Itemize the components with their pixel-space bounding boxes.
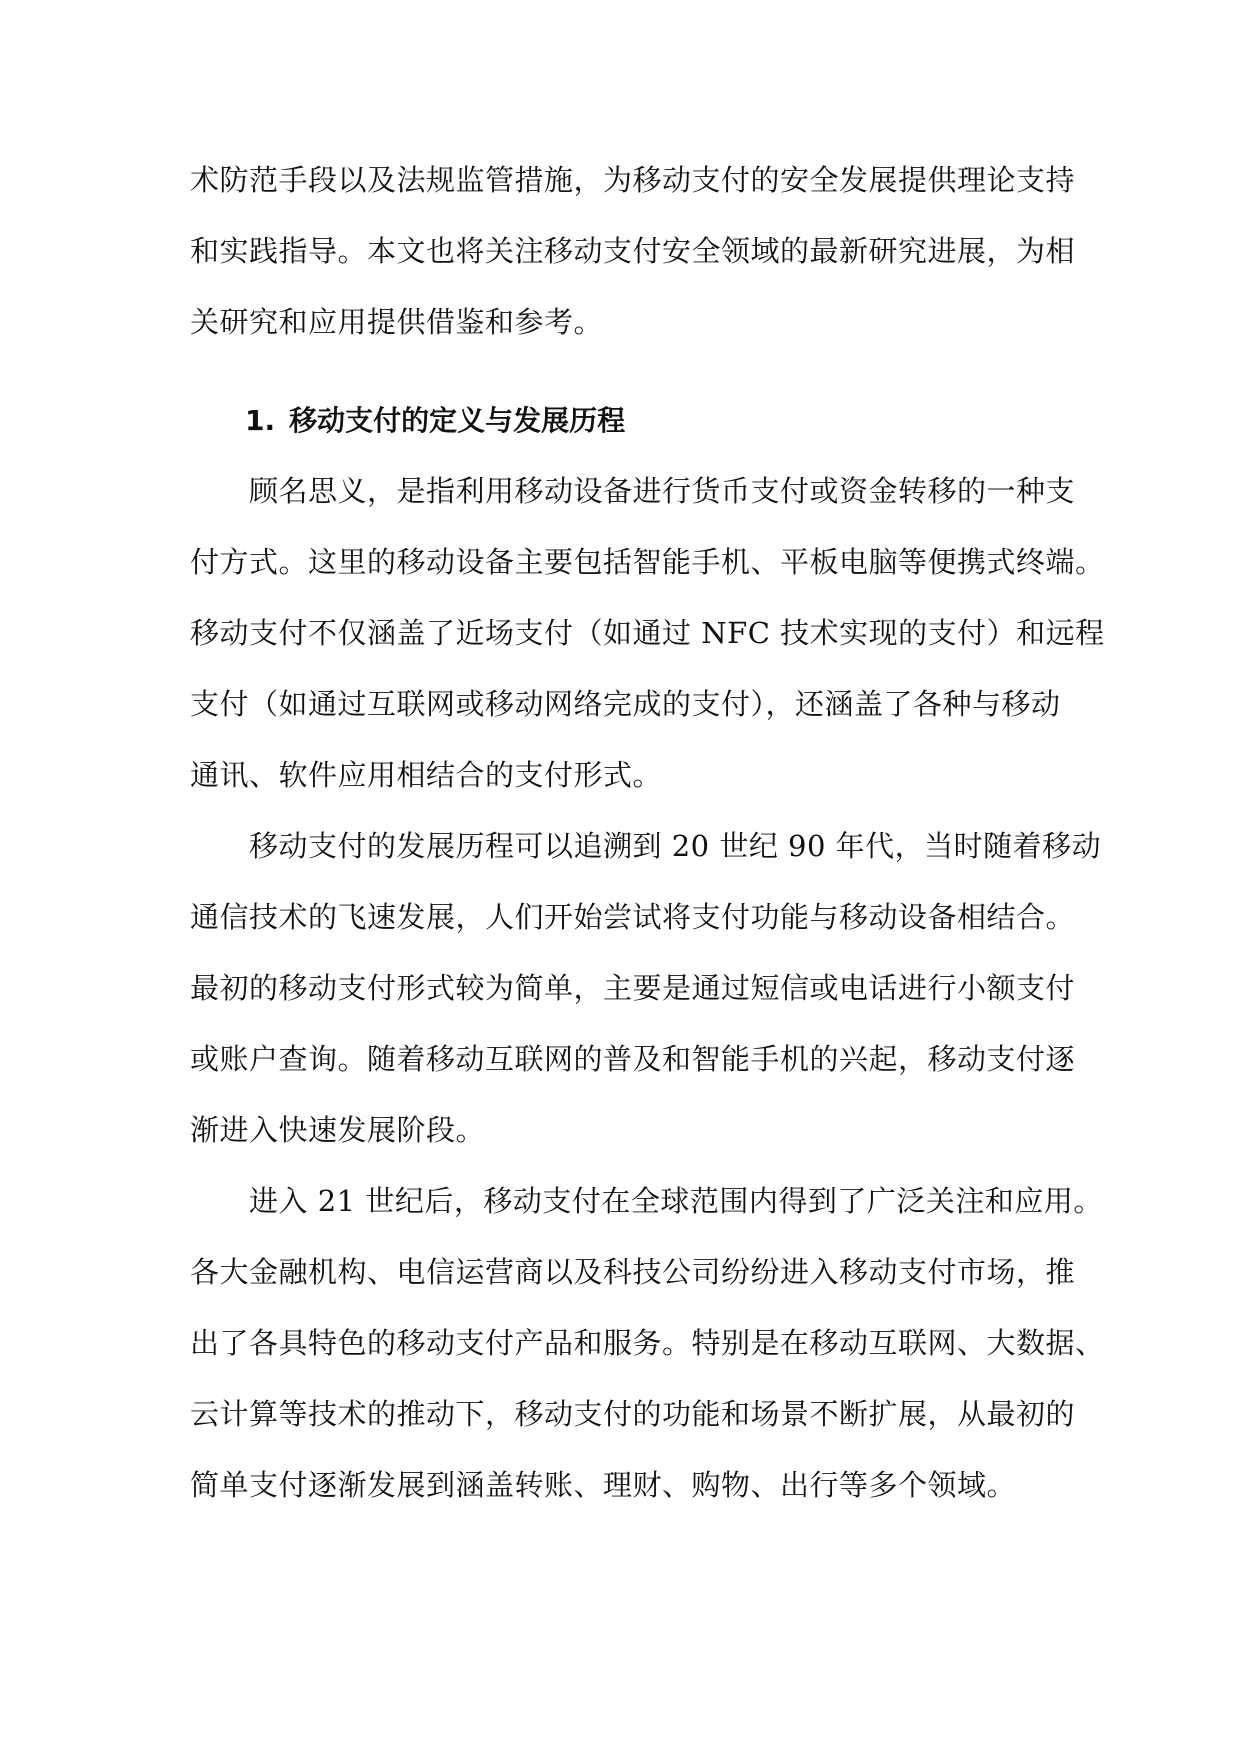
text-line: 云计算等技术的推动下，移动支付的功能和场景不断扩展，从最初的	[190, 1397, 1076, 1431]
text-line: 简单支付逐渐发展到涵盖转账、理财、购物、出行等多个领域。	[190, 1468, 1017, 1502]
text-line: 移动支付的发展历程可以追溯到 20 世纪 90 年代，当时随着移动	[249, 829, 1102, 863]
text-line: 和实践指导。本文也将关注移动支付安全领域的最新研究进展，为相	[190, 234, 1076, 268]
text-line: 最初的移动支付形式较为简单，主要是通过短信或电话进行小额支付	[190, 971, 1076, 1005]
section-heading	[190, 385, 1060, 456]
text-line: 付方式。这里的移动设备主要包括智能手机、平板电脑等便携式终端。	[190, 545, 1105, 579]
text-line: 通信技术的飞速发展，人们开始尝试将支付功能与移动设备相结合。	[190, 900, 1076, 934]
text-line: 关研究和应用提供借鉴和参考。	[190, 305, 604, 339]
text-line: 进入 21 世纪后，移动支付在全球范围内得到了广泛关注和应用。	[249, 1184, 1103, 1218]
intro-paragraph	[190, 145, 1076, 358]
text-line: 通讯、软件应用相结合的支付形式。	[190, 758, 663, 792]
text-line: 或账户查询。随着移动互联网的普及和智能手机的兴起，移动支付逐	[190, 1042, 1076, 1076]
paragraph-history	[190, 811, 1102, 1166]
text-line: 移动支付不仅涵盖了近场支付（如通过 NFC 技术实现的支付）和远程	[190, 616, 1105, 650]
text-line: 支付（如通过互联网或移动网络完成的支付），还涵盖了各种与移动	[190, 687, 1061, 721]
text-line: 顾名思义，是指利用移动设备进行货币支付或资金转移的一种支	[249, 474, 1076, 508]
text-line: 术防范手段以及法规监管措施，为移动支付的安全发展提供理论支持	[190, 163, 1076, 197]
text-line: 各大金融机构、电信运营商以及科技公司纷纷进入移动支付市场，推	[190, 1255, 1076, 1289]
text-line: 出了各具特色的移动支付产品和服务。特别是在移动互联网、大数据、	[190, 1326, 1105, 1360]
document-body	[190, 145, 1105, 1521]
paragraph-21st-century	[190, 1166, 1105, 1521]
text-line: 渐进入快速发展阶段。	[190, 1113, 486, 1147]
section-title: 移动支付的定义与发展历程	[289, 404, 626, 437]
paragraph-definition	[190, 456, 1105, 811]
section-number: 1.	[245, 404, 276, 437]
